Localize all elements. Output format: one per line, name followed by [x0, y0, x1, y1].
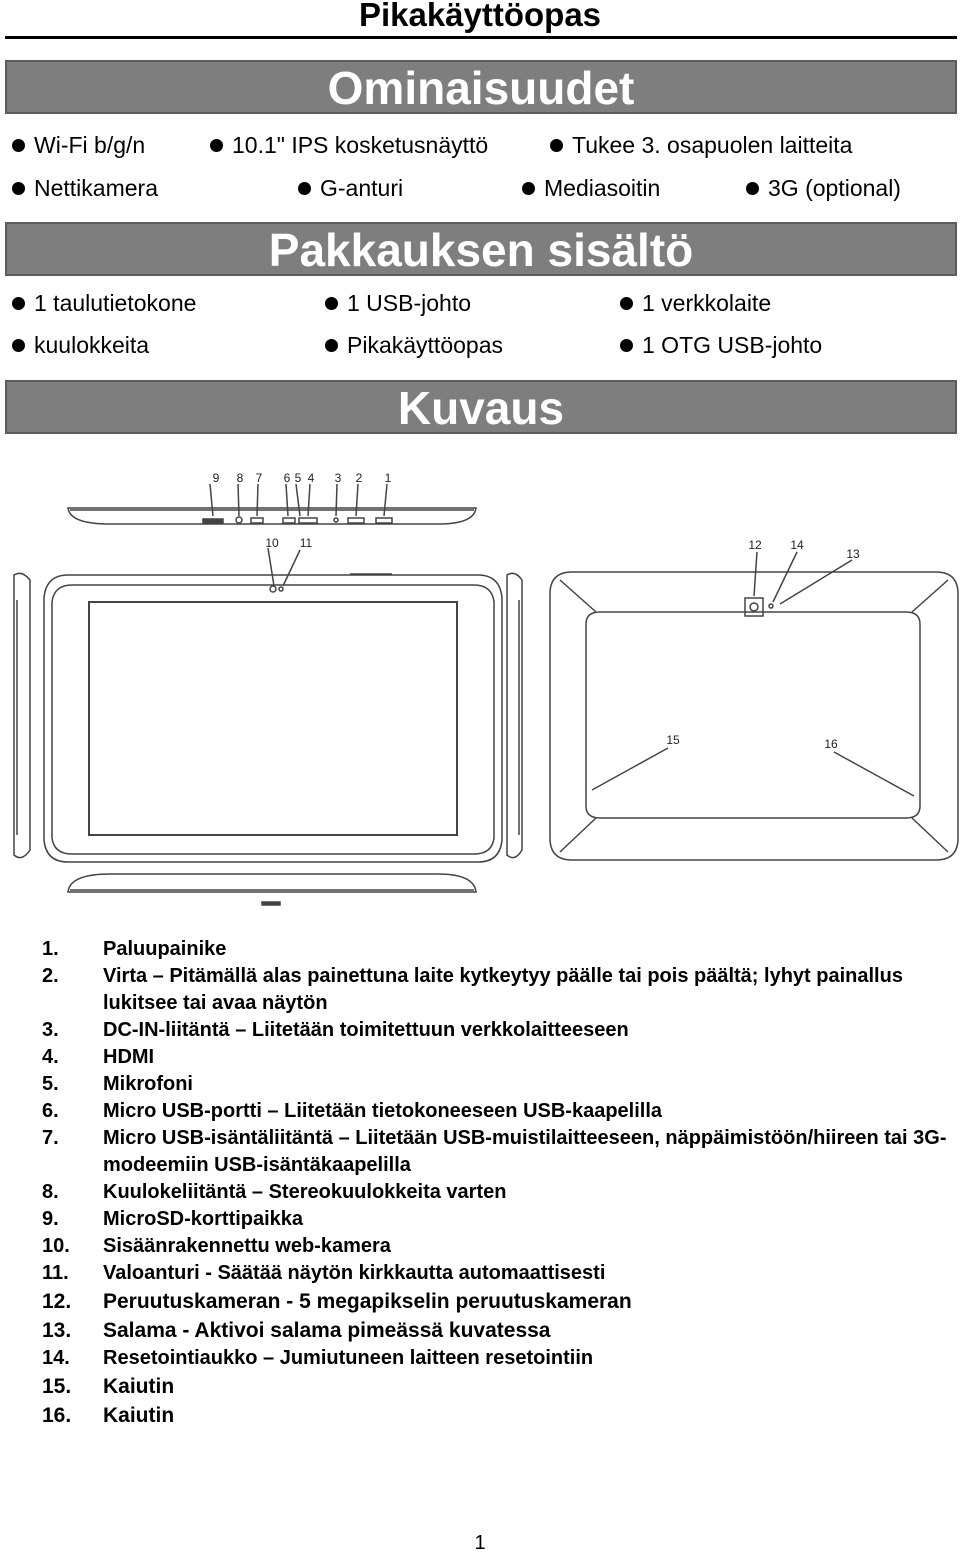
bullet-icon	[620, 339, 633, 352]
callout-label: 13	[846, 547, 860, 561]
legend-item: 9. MicroSD-korttipaikka	[42, 1208, 304, 1230]
bullet-icon	[298, 182, 311, 195]
package-item: 1 taulutietokone	[12, 290, 196, 316]
legend-item: 13. Salama - Aktivoi salama pimeässä kuvatessa	[42, 1319, 551, 1342]
feature-item: G-anturi	[298, 175, 403, 201]
bullet-icon	[746, 182, 759, 195]
package-item: 1 USB-johto	[325, 290, 471, 316]
package-item: Pikakäyttöopas	[325, 332, 503, 358]
tablet-diagram	[0, 460, 960, 920]
bullet-icon	[12, 139, 25, 152]
callout-label: 10	[265, 536, 279, 550]
package-item: 1 verkkolaite	[620, 290, 771, 316]
legend-item: 1. Paluupainike	[42, 938, 227, 960]
callout-label: 3	[334, 471, 342, 485]
tablet-left-side-view	[14, 573, 30, 857]
tablet-top-edge-view	[68, 484, 476, 524]
callout-label: 8	[236, 471, 244, 485]
callout-label: 11	[299, 536, 313, 550]
feature-item: 3G (optional)	[746, 175, 901, 201]
callout-label: 4	[307, 471, 315, 485]
callout-label: 16	[824, 737, 838, 751]
bullet-icon	[550, 139, 563, 152]
tablet-back-view	[550, 552, 958, 860]
legend-item: 5. Mikrofoni	[42, 1073, 193, 1095]
legend-item: 4. HDMI	[42, 1046, 155, 1068]
legend-item: 8. Kuulokeliitäntä – Stereokuulokkeita varten	[42, 1181, 507, 1203]
section-title-description: Kuvaus	[5, 380, 957, 434]
title-divider	[5, 36, 957, 39]
callout-label: 5	[294, 471, 302, 485]
callout-label: 6	[283, 471, 291, 485]
document-title: Pikakäyttöopas	[358, 0, 602, 33]
bullet-icon	[522, 182, 535, 195]
legend-item: 3. DC-IN-liitäntä – Liitetään toimitettuun verkkolaitteeseen	[42, 1019, 629, 1041]
tablet-front-view	[44, 548, 502, 862]
callout-label: 14	[790, 538, 804, 552]
callout-label: 2	[355, 471, 363, 485]
section-title-features: Ominaisuudet	[5, 60, 957, 114]
tablet-bottom-edge-view	[68, 874, 476, 905]
feature-item: Mediasoitin	[522, 175, 660, 201]
bullet-icon	[12, 297, 25, 310]
legend-item: 10. Sisäänrakennettu web-kamera	[42, 1235, 391, 1257]
bullet-icon	[12, 182, 25, 195]
legend-item: 12. Peruutuskameran - 5 megapikselin peruutuskameran	[42, 1290, 632, 1313]
feature-item: Nettikamera	[12, 175, 158, 201]
legend-item: 16. Kaiutin	[42, 1404, 175, 1427]
legend-item: 14. Resetointiaukko – Jumiutuneen laitteen resetointiin	[42, 1347, 594, 1369]
feature-item: Wi-Fi b/g/n	[12, 132, 145, 158]
component-legend	[42, 936, 952, 1430]
legend-item: 11. Valoanturi - Säätää näytön kirkkautta automaattisesti	[42, 1262, 606, 1284]
callout-label: 15	[666, 733, 680, 747]
callout-label: 12	[748, 538, 762, 552]
bullet-icon	[620, 297, 633, 310]
legend-item: 15. Kaiutin	[42, 1375, 175, 1398]
bullet-icon	[210, 139, 223, 152]
page-number: 1	[474, 1532, 486, 1554]
feature-item: 10.1" IPS kosketusnäyttö	[210, 132, 488, 158]
feature-item: Tukee 3. osapuolen laitteita	[550, 132, 852, 158]
callout-label: 9	[212, 471, 220, 485]
legend-item: 6. Micro USB-portti – Liitetään tietokoneeseen USB-kaapelilla	[42, 1100, 663, 1122]
section-title-package: Pakkauksen sisältö	[5, 222, 957, 276]
bullet-icon	[325, 297, 338, 310]
legend-item: 7. Micro USB-isäntäliitäntä – Liitetään USB-muistilaitteeseen, näppäimistöön/hiireen tai 3G-modeemiin USB-isäntäkaapelilla	[42, 1127, 947, 1176]
package-item: 1 OTG USB-johto	[620, 332, 822, 358]
package-item: kuulokkeita	[12, 332, 149, 358]
callout-label: 1	[384, 471, 392, 485]
bullet-icon	[12, 339, 25, 352]
bullet-icon	[325, 339, 338, 352]
callout-label: 7	[255, 471, 263, 485]
tablet-right-side-view	[507, 573, 522, 857]
legend-item: 2. Virta – Pitämällä alas painettuna laite kytkeytyy päälle tai pois päältä; lyhyt painallus lukitsee tai avaa näytön	[42, 965, 903, 1014]
